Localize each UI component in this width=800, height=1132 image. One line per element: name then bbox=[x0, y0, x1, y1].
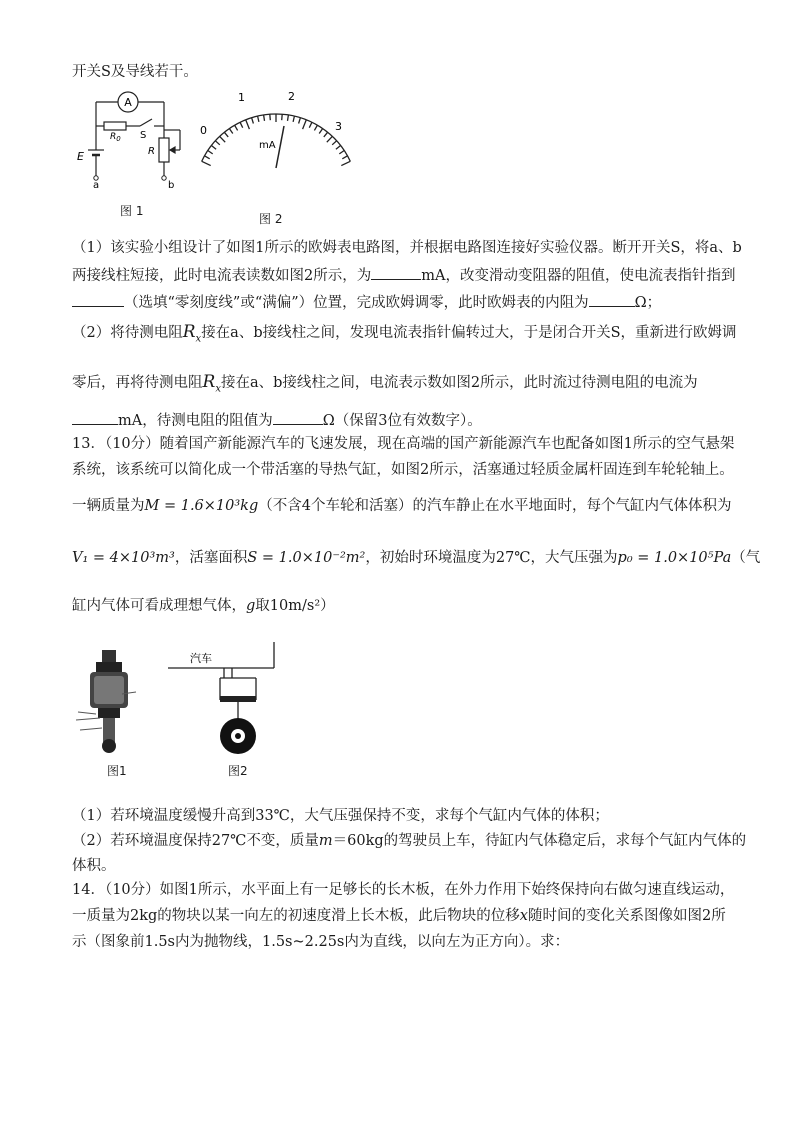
dial-tick bbox=[336, 146, 341, 150]
answer-blank-current-2[interactable] bbox=[72, 410, 118, 425]
q12-part2-line3: mA，待测电阻的阻值为 Ω（保留3位有效数字）。 bbox=[72, 410, 482, 431]
dial-tick bbox=[319, 129, 322, 134]
q14-line3: 示（图象前1.5s内为抛物线，1.5s~2.25s内为直线，以向左为正方向）。求： bbox=[72, 934, 570, 950]
dial-tick bbox=[342, 156, 347, 159]
q14-line1: 14．（10分）如图1所示，水平面上有一足够长的长木板，在外力作用下始终保持向右做匀速直线运动， bbox=[72, 882, 735, 898]
rx-symbol: $R_x$ bbox=[182, 322, 202, 345]
rx-symbol: $R_x$ bbox=[202, 372, 221, 395]
dial-tick bbox=[202, 161, 211, 165]
dial-tick bbox=[252, 118, 254, 124]
dial-tick-label-1: 1 bbox=[238, 91, 245, 104]
area-formula: S = 1.0×10⁻²m² bbox=[247, 550, 366, 566]
q13-line5: 缸内气体可看成理想气体，g取10m/s²） bbox=[72, 598, 335, 614]
answer-blank-current[interactable] bbox=[371, 265, 421, 280]
gravity-value: 10m/s² bbox=[269, 598, 321, 614]
q13-line3: 一辆质量为M = 1.6×10³kg（不含4个车轮和活塞）的汽车静止在水平地面时，每个气缸内气体体积为 bbox=[72, 498, 732, 514]
pressure-formula: p₀ = 1.0×10⁵Pa bbox=[617, 550, 732, 566]
circuit-diagram-fig1 bbox=[70, 88, 200, 188]
dial-tick bbox=[309, 122, 312, 127]
volume-formula: V₁ = 4×10³m³ bbox=[72, 550, 175, 566]
intro-text: 开关S及导线若干。 bbox=[72, 64, 198, 80]
dial-tick bbox=[224, 132, 228, 137]
dial-tick bbox=[341, 161, 350, 165]
dial-tick bbox=[235, 125, 238, 130]
q12-part1-line2: 两接线柱短接，此时电流表读数如图2所示，为 mA，改变滑动变阻器的阻值，使电流表指针指到 bbox=[72, 265, 735, 286]
dial-tick bbox=[288, 115, 289, 121]
dial-tick bbox=[264, 115, 265, 121]
rheostat-label: R bbox=[148, 146, 155, 157]
r0-label: $R_0$ bbox=[110, 132, 121, 143]
car-cylinder-schematic-fig2 bbox=[168, 640, 288, 764]
mass-formula: M = 1.6×10³kg bbox=[144, 498, 259, 514]
answer-blank-resistance-2[interactable] bbox=[273, 410, 323, 425]
dial-tick bbox=[314, 125, 317, 130]
q14-line2: 一质量为2kg的物块以某一向左的初速度滑上长木板，此后物块的位移x随时间的变化关系图像如图2所 bbox=[72, 908, 726, 924]
car-label: 汽车 bbox=[190, 652, 212, 665]
dial-tick bbox=[324, 132, 328, 137]
dial-tick-label-3: 3 bbox=[335, 120, 342, 133]
dial-tick bbox=[293, 116, 294, 122]
q13-line1: 13．（10分）随着国产新能源汽车的飞速发展，现在高端的国产新能源汽车也配备如图1所示的空气悬架 bbox=[72, 436, 735, 452]
q13-part2-line2: 体积。 bbox=[72, 858, 116, 874]
q12-part1-line3: （选填“零刻度线”或“满偏”）位置，完成欧姆调零，此时欧姆表的内阻为 Ω； bbox=[72, 292, 661, 313]
q13-part1: （1）若环境温度缓慢升高到33℃，大气压强保持不变，求每个气缸内气体的体积； bbox=[72, 808, 609, 824]
dial-tick bbox=[229, 129, 232, 134]
switch-label: S bbox=[140, 130, 147, 141]
answer-blank-position[interactable] bbox=[72, 292, 124, 307]
dial-tick bbox=[270, 114, 271, 120]
dial-tick-label-2: 2 bbox=[288, 90, 295, 103]
battery-label: E bbox=[77, 150, 84, 163]
ammeter-label: A bbox=[124, 96, 132, 109]
q13-line4: V₁ = 4×10³m³，活塞面积S = 1.0×10⁻²m²，初始时环境温度为27℃，大气压强为p₀ = 1.0×10⁵Pa（气 bbox=[72, 550, 761, 566]
dial-tick bbox=[339, 151, 344, 154]
air-suspension-photo-fig1 bbox=[72, 648, 144, 756]
dial-tick bbox=[205, 156, 210, 159]
dial-tick bbox=[327, 136, 333, 142]
answer-blank-resistance[interactable] bbox=[589, 292, 635, 307]
meter-needle bbox=[276, 126, 284, 168]
q13-part2-line1: （2）若环境温度保持27℃不变，质量m＝60kg的驾驶员上车，待缸内气体稳定后，求每个气缸内气体的 bbox=[72, 833, 747, 849]
dial-tick bbox=[215, 141, 219, 145]
dial-tick bbox=[303, 120, 307, 129]
q13-fig1-caption: 图1 bbox=[107, 764, 127, 778]
q12-part2-line1: （2）将待测电阻$R_x$接在a、b接线柱之间，发现电流表指针偏转过大，于是闭合开关S，重新进行欧姆调 bbox=[72, 322, 737, 345]
dial-tick bbox=[246, 120, 250, 129]
q13-fig2-caption: 图2 bbox=[228, 764, 248, 778]
q13-line2: 系统，该系统可以简化成一个带活塞的导热气缸，如图2所示，活塞通过轻质金属杆固连到车轮轮轴上。 bbox=[72, 462, 734, 478]
fig2-caption: 图 2 bbox=[259, 212, 283, 226]
ammeter-dial-fig2 bbox=[192, 86, 354, 178]
fig1-caption: 图 1 bbox=[120, 204, 144, 218]
dial-tick bbox=[211, 146, 216, 150]
dial-tick bbox=[282, 114, 283, 120]
dial-tick bbox=[332, 141, 336, 145]
q12-part2-line2: 零后，再将待测电阻$R_x$接在a、b接线柱之间，电流表示数如图2所示，此时流过待测电阻的电流为 bbox=[72, 372, 698, 395]
dial-tick bbox=[220, 136, 226, 142]
terminal-b-label: b bbox=[168, 180, 175, 188]
dial-tick bbox=[258, 116, 259, 122]
dial-tick bbox=[299, 118, 301, 124]
dial-tick bbox=[240, 122, 243, 127]
terminal-a-label: a bbox=[93, 180, 100, 188]
dial-tick-label-0: 0 bbox=[200, 124, 207, 137]
dial-unit: mA bbox=[259, 140, 276, 151]
dial-tick bbox=[208, 151, 213, 154]
q12-part1-line1: （1）该实验小组设计了如图1所示的欧姆表电路图，并根据电路图连接好实验仪器。断开开关S，将a、b bbox=[72, 240, 742, 256]
